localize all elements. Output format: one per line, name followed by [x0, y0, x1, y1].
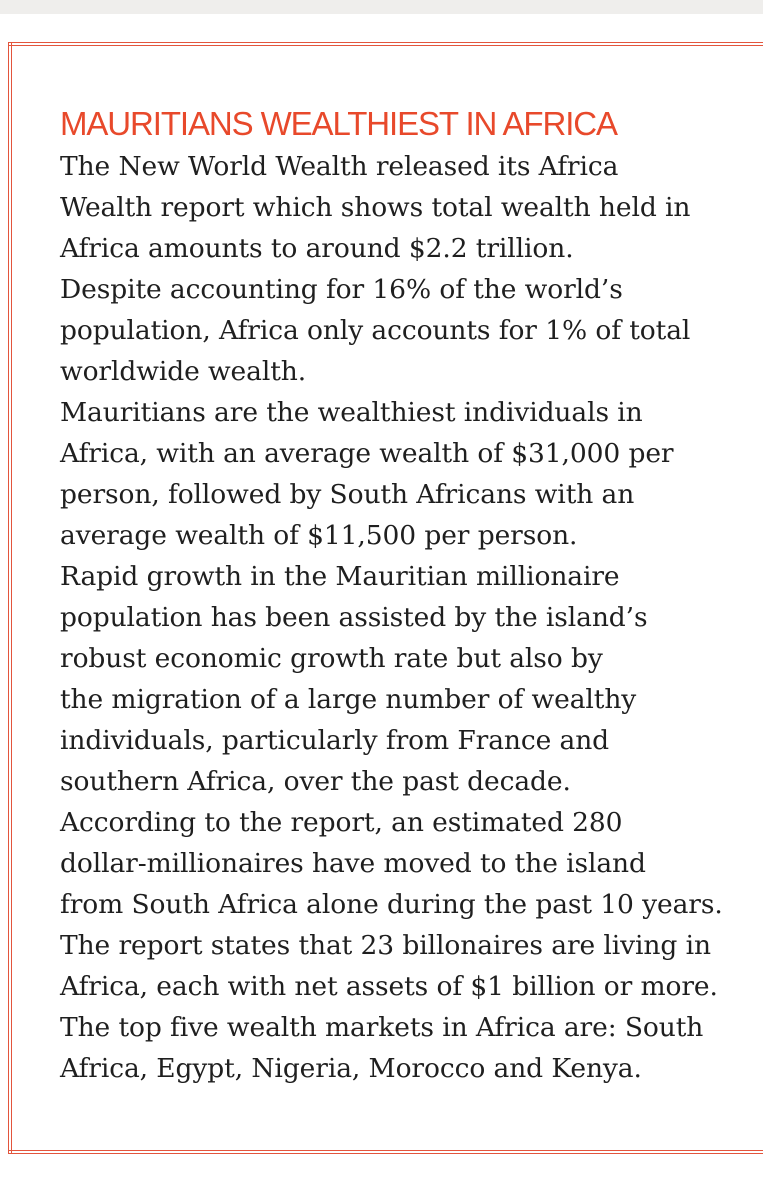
- article-body-line: southern Africa, over the past decade.: [60, 766, 571, 797]
- frame-border-top: [8, 42, 763, 46]
- article-headline: MAURITIANS WEALTHIEST IN AFRICA: [60, 105, 617, 142]
- article-body-line: dollar-millionaires have moved to the island: [60, 848, 646, 879]
- article-body-line: robust economic growth rate but also by: [60, 643, 603, 674]
- article-body-line: Africa, each with net assets of $1 billion or more.: [60, 971, 718, 1002]
- frame-border-left: [8, 42, 12, 1154]
- article-body-line: Africa, Egypt, Nigeria, Morocco and Kenya.: [60, 1053, 642, 1084]
- article-body-line: The report states that 23 billonaires are living in: [60, 930, 711, 961]
- article-body: [60, 146, 740, 1089]
- article-body-line: population, Africa only accounts for 1% of total: [60, 315, 691, 346]
- article-body-line: average wealth of $11,500 per person.: [60, 520, 578, 551]
- article-body-line: Africa, with an average wealth of $31,000 per: [60, 438, 674, 469]
- page-top-strip: [0, 0, 763, 14]
- article-body-line: Rapid growth in the Mauritian millionaire: [60, 561, 620, 592]
- article-body-line: from South Africa alone during the past 10 years.: [60, 889, 723, 920]
- article-body-line: Mauritians are the wealthiest individuals in: [60, 397, 643, 428]
- article-body-line: Despite accounting for 16% of the world’s: [60, 274, 623, 305]
- article-body-line: Africa amounts to around $2.2 trillion.: [60, 233, 574, 264]
- article-box: [60, 102, 740, 1089]
- article-body-line: Wealth report which shows total wealth held in: [60, 192, 691, 223]
- article-body-line: The top five wealth markets in Africa are: South: [60, 1012, 704, 1043]
- article-body-line: worldwide wealth.: [60, 356, 307, 387]
- article-body-line: the migration of a large number of wealthy: [60, 684, 637, 715]
- article-body-line: individuals, particularly from France and: [60, 725, 610, 756]
- article-body-line: person, followed by South Africans with an: [60, 479, 635, 510]
- article-body-line: population has been assisted by the island’s: [60, 602, 648, 633]
- frame-border-bottom: [8, 1150, 763, 1154]
- article-body-line: The New World Wealth released its Africa: [60, 151, 619, 182]
- article-body-line: According to the report, an estimated 280: [60, 807, 623, 838]
